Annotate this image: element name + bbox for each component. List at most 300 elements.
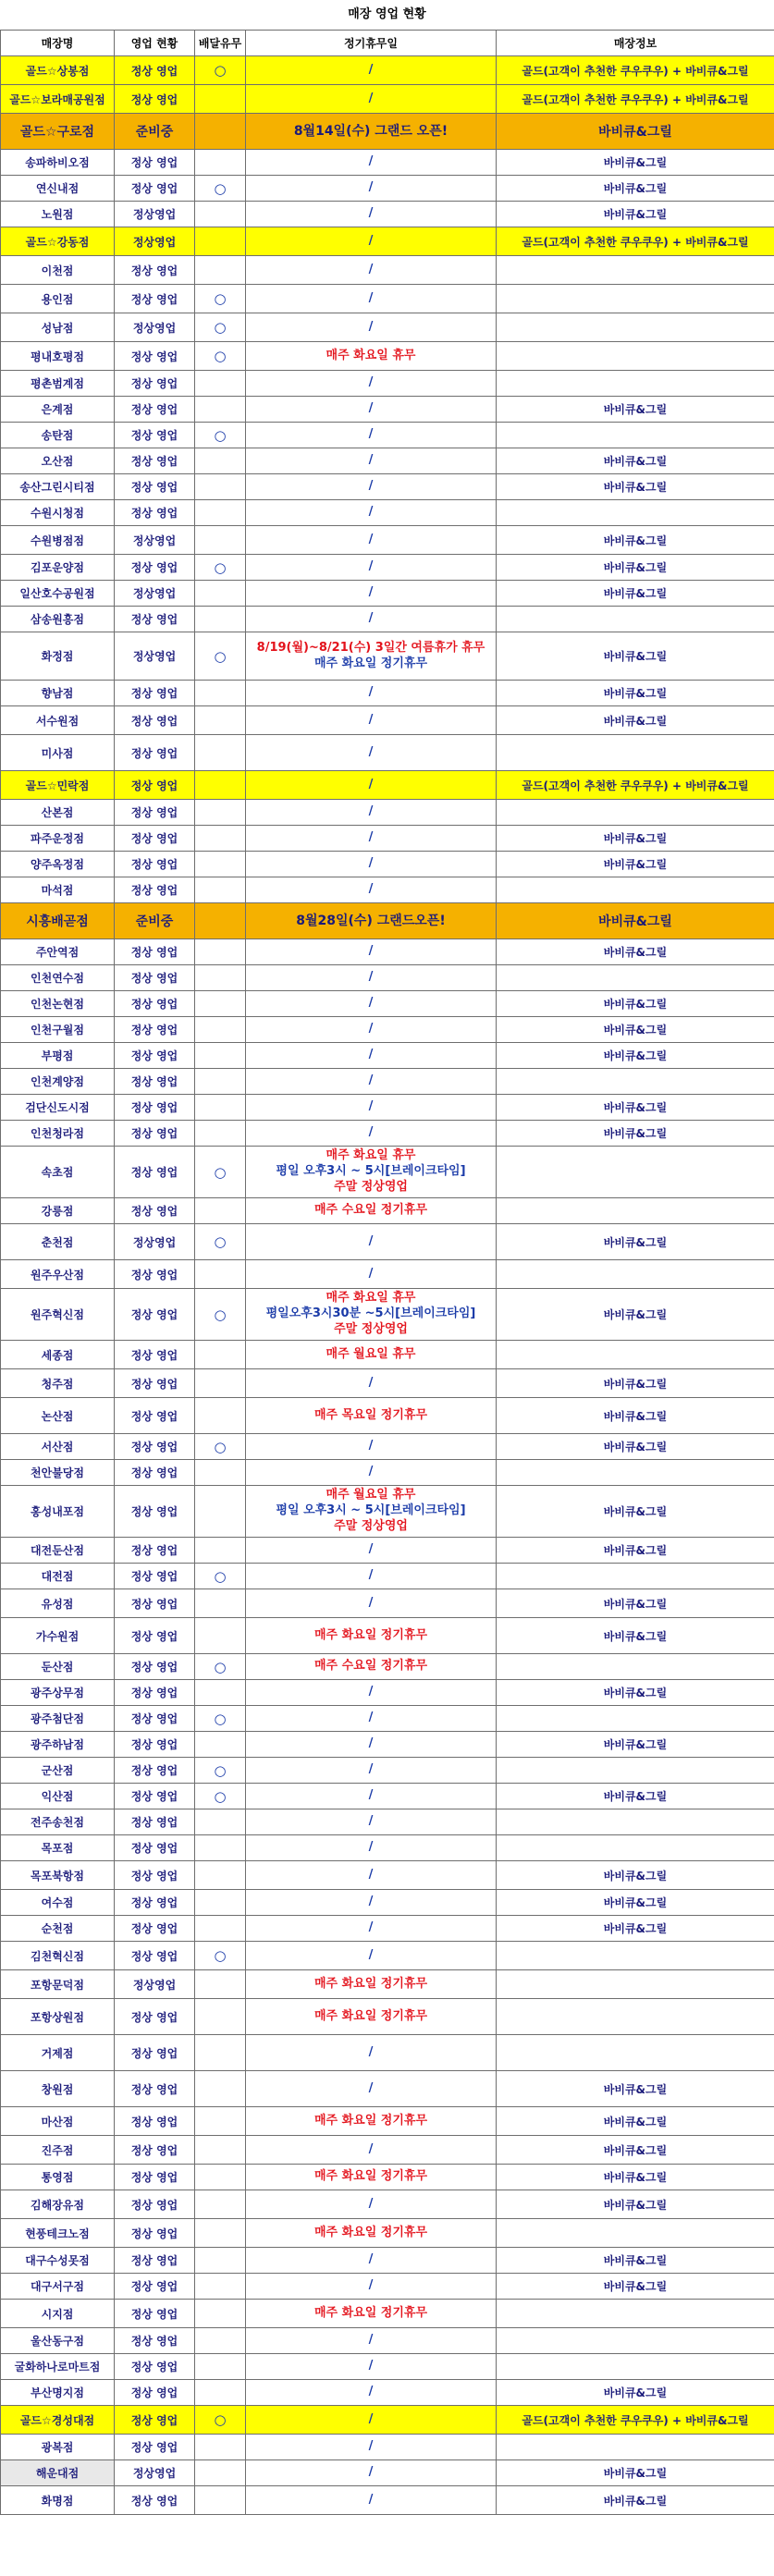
store-info-cell (497, 500, 774, 526)
table-row (1, 1732, 774, 1758)
table-row (1, 2248, 774, 2274)
store-name-cell: 광주첨단점 (1, 1706, 115, 1732)
business-status-cell: 정상 영업 (115, 1758, 195, 1784)
holiday-cell (246, 1121, 497, 1147)
holiday-cell (246, 202, 497, 227)
holiday-line: 매주 화요일 정기휴무 (313, 2113, 428, 2128)
store-name-cell: 순천점 (1, 1916, 115, 1942)
business-status-cell: 정상 영업 (115, 1564, 195, 1589)
holiday-line: / (368, 1947, 374, 1962)
table-row (1, 56, 774, 85)
business-status-cell: 정상 영업 (115, 371, 195, 397)
store-info-cell (497, 313, 774, 342)
store-name-cell: 골드☆보라매공원점 (1, 85, 115, 114)
store-info-cell (497, 2035, 774, 2071)
business-status-cell: 정상 영업 (115, 1809, 195, 1835)
table-row (1, 202, 774, 227)
store-name-cell: 전주송천점 (1, 1809, 115, 1835)
table-row (1, 342, 774, 371)
store-name-cell: 송탄점 (1, 423, 115, 448)
delivery-mark-cell (195, 2248, 246, 2274)
delivery-mark-cell (195, 2460, 246, 2486)
holiday-cell (246, 1680, 497, 1706)
holiday-cell (246, 877, 497, 903)
holiday-line: / (368, 1125, 374, 1140)
table-header-row (1, 31, 774, 56)
store-name-cell: 골드☆경성대점 (1, 2406, 115, 2435)
store-info-cell (497, 1341, 774, 1369)
holiday-line: / (368, 1568, 374, 1583)
business-status-cell: 정상 영업 (115, 1017, 195, 1043)
store-info-cell (497, 877, 774, 903)
store-name-cell: 굴화하나로마트점 (1, 2354, 115, 2380)
store-info-cell: 바비큐&그릴 (497, 1434, 774, 1460)
store-info-cell: 바비큐&그릴 (497, 2136, 774, 2165)
table-row (1, 607, 774, 632)
table-row (1, 1890, 774, 1916)
holiday-line: / (368, 206, 374, 221)
business-status-cell: 정상 영업 (115, 1147, 195, 1198)
store-info-cell: 바비큐&그릴 (497, 2486, 774, 2515)
table-row (1, 1460, 774, 1486)
holiday-line: / (368, 1711, 374, 1725)
page-title: 매장 영업 현황 (348, 7, 426, 21)
table-row (1, 2406, 774, 2435)
holiday-line: 매주 화요일 정기휴무 (313, 2225, 428, 2239)
table-row (1, 991, 774, 1017)
holiday-cell (246, 2460, 497, 2486)
holiday-cell (246, 1289, 497, 1341)
business-status-cell: 정상 영업 (115, 1460, 195, 1486)
table-row (1, 176, 774, 202)
store-info-cell (497, 1758, 774, 1784)
store-info-cell (497, 1706, 774, 1732)
store-info-cell: 바비큐&그릴 (497, 1095, 774, 1121)
holiday-line: 평일 오후3시 ~ 5시[브레이크타임] (276, 1503, 466, 1518)
delivery-mark-cell (195, 114, 246, 150)
delivery-mark-cell (195, 1890, 246, 1916)
delivery-mark-cell (195, 227, 246, 256)
holiday-cell (246, 2300, 497, 2328)
store-name-cell: 송산그린시티점 (1, 474, 115, 500)
holiday-cell (246, 1538, 497, 1564)
holiday-cell (246, 526, 497, 555)
holiday-line: / (368, 1895, 374, 1909)
holiday-line: / (368, 154, 374, 169)
delivery-mark-cell (195, 965, 246, 991)
table-row (1, 1341, 774, 1369)
store-info-cell: 바비큐&그릴 (497, 202, 774, 227)
holiday-line: / (368, 2196, 374, 2211)
store-info-cell (497, 423, 774, 448)
store-info-cell: 바비큐&그릴 (497, 991, 774, 1017)
table-row (1, 1784, 774, 1809)
holiday-line: 매주 화요일 정기휴무 (313, 2305, 428, 2320)
business-status-cell: 정상 영업 (115, 2136, 195, 2165)
delivery-mark-cell (195, 2219, 246, 2248)
table-row (1, 771, 774, 800)
delivery-mark-cell: ○ (195, 1784, 246, 1809)
business-status-cell: 정상 영업 (115, 852, 195, 877)
holiday-cell (246, 2219, 497, 2248)
header-regular-holiday: 정기휴무일 (246, 31, 497, 56)
business-status-cell: 정상 영업 (115, 2486, 195, 2515)
store-name-cell: 강릉점 (1, 1198, 115, 1224)
table-row (1, 2486, 774, 2515)
holiday-cell (246, 1618, 497, 1654)
holiday-line: / (368, 685, 374, 700)
holiday-line: / (368, 1375, 374, 1390)
store-name-cell: 대구서구점 (1, 2274, 115, 2300)
table-row (1, 877, 774, 903)
delivery-mark-cell (195, 2136, 246, 2165)
business-status-cell: 정상 영업 (115, 2300, 195, 2328)
store-name-cell: 인천논현점 (1, 991, 115, 1017)
table-row (1, 1706, 774, 1732)
holiday-cell (246, 176, 497, 202)
holiday-cell (246, 632, 497, 681)
store-name-cell: 부산명지점 (1, 2380, 115, 2406)
business-status-cell: 정상 영업 (115, 735, 195, 771)
header-delivery: 배달유무 (195, 31, 246, 56)
business-status-cell: 정상 영업 (115, 150, 195, 176)
store-name-cell: 광주하남점 (1, 1732, 115, 1758)
delivery-mark-cell: ○ (195, 555, 246, 581)
table-row (1, 1289, 774, 1341)
store-info-cell: 바비큐&그릴 (497, 555, 774, 581)
holiday-cell (246, 1198, 497, 1224)
holiday-line: / (368, 996, 374, 1011)
business-status-cell: 정상 영업 (115, 2248, 195, 2274)
table-row (1, 2328, 774, 2354)
store-info-cell: 바비큐&그릴 (497, 1890, 774, 1916)
table-row (1, 1618, 774, 1654)
store-name-cell: 익산점 (1, 1784, 115, 1809)
table-row (1, 2274, 774, 2300)
holiday-line: 매주 화요일 정기휴무 (313, 1976, 428, 1991)
table-row (1, 1835, 774, 1861)
business-status-cell: 정상 영업 (115, 1861, 195, 1890)
holiday-line: / (368, 1788, 374, 1803)
holiday-line: 평일오후3시30분 ~5시[브레이크타임] (265, 1306, 476, 1321)
delivery-mark-cell (195, 991, 246, 1017)
store-name-cell: 광복점 (1, 2435, 115, 2460)
delivery-mark-cell (195, 1486, 246, 1538)
holiday-cell (246, 1970, 497, 1999)
delivery-mark-cell (195, 877, 246, 903)
business-status-cell: 정상 영업 (115, 2406, 195, 2435)
store-name-cell: 은계점 (1, 397, 115, 423)
holiday-cell (246, 1486, 497, 1538)
delivery-mark-cell (195, 1589, 246, 1618)
business-status-cell: 정상 영업 (115, 2328, 195, 2354)
store-info-cell: 바비큐&그릴 (497, 150, 774, 176)
holiday-line: / (368, 804, 374, 819)
delivery-mark-cell (195, 2354, 246, 2380)
store-name-cell: 세종점 (1, 1341, 115, 1369)
store-name-cell: 울산동구점 (1, 2328, 115, 2354)
holiday-line: 평일 오후3시 ~ 5시[브레이크타임] (276, 1164, 466, 1179)
store-info-cell: 골드(고객이 추천한 쿠우쿠우) + 바비큐&그릴 (497, 56, 774, 85)
table-row (1, 1916, 774, 1942)
table-row (1, 1095, 774, 1121)
store-name-cell: 목포북항점 (1, 1861, 115, 1890)
holiday-line: / (368, 62, 374, 77)
delivery-mark-cell: ○ (195, 1289, 246, 1341)
store-info-cell: 바비큐&그릴 (497, 1538, 774, 1564)
holiday-cell (246, 448, 497, 474)
store-info-cell (497, 800, 774, 826)
holiday-line: / (368, 233, 374, 248)
table-row (1, 1198, 774, 1224)
delivery-mark-cell (195, 1809, 246, 1835)
delivery-mark-cell (195, 2035, 246, 2071)
holiday-line: / (368, 1465, 374, 1479)
store-info-cell: 바비큐&그릴 (497, 2190, 774, 2219)
delivery-mark-cell: ○ (195, 1434, 246, 1460)
table-row (1, 1017, 774, 1043)
holiday-cell (246, 1732, 497, 1758)
delivery-mark-cell (195, 1680, 246, 1706)
business-status-cell: 정상 영업 (115, 397, 195, 423)
holiday-cell (246, 800, 497, 826)
store-info-cell: 바비큐&그릴 (497, 1017, 774, 1043)
holiday-line: 매주 수요일 정기휴무 (313, 1659, 428, 1674)
store-info-cell (497, 1147, 774, 1198)
table-row (1, 1121, 774, 1147)
delivery-mark-cell (195, 771, 246, 800)
holiday-cell (246, 423, 497, 448)
holiday-line: / (368, 290, 374, 305)
holiday-cell (246, 2248, 497, 2274)
holiday-cell (246, 56, 497, 85)
delivery-mark-cell (195, 826, 246, 852)
holiday-line: / (368, 1266, 374, 1281)
store-name-cell: 김천혁신점 (1, 1942, 115, 1970)
holiday-cell (246, 1916, 497, 1942)
store-name-cell: 서산점 (1, 1434, 115, 1460)
store-name-cell: 통영점 (1, 2165, 115, 2190)
store-info-cell: 바비큐&그릴 (497, 1916, 774, 1942)
store-name-cell: 평촌범계점 (1, 371, 115, 397)
holiday-cell (246, 1861, 497, 1890)
table-row (1, 1043, 774, 1069)
store-info-cell (497, 285, 774, 313)
header-store-name: 매장명 (1, 31, 115, 56)
delivery-mark-cell (195, 397, 246, 423)
holiday-line: / (368, 401, 374, 416)
delivery-mark-cell (195, 1398, 246, 1434)
business-status-cell: 정상 영업 (115, 681, 195, 706)
holiday-cell (246, 1043, 497, 1069)
delivery-mark-cell (195, 2486, 246, 2515)
delivery-mark-cell (195, 1095, 246, 1121)
holiday-line: 매주 화요일 정기휴무 (313, 1627, 428, 1642)
delivery-mark-cell: ○ (195, 2406, 246, 2435)
business-status-cell: 정상 영업 (115, 1732, 195, 1758)
holiday-cell (246, 227, 497, 256)
table-row (1, 1369, 774, 1398)
store-name-cell: 군산점 (1, 1758, 115, 1784)
store-info-cell: 골드(고객이 추천한 쿠우쿠우) + 바비큐&그릴 (497, 771, 774, 800)
table-row (1, 313, 774, 342)
delivery-mark-cell: ○ (195, 1564, 246, 1589)
store-info-cell: 바비큐&그릴 (497, 1618, 774, 1654)
store-info-cell: 바비큐&그릴 (497, 706, 774, 735)
holiday-cell (246, 2071, 497, 2107)
delivery-mark-cell (195, 735, 246, 771)
holiday-cell (246, 1890, 497, 1916)
store-info-cell (497, 342, 774, 371)
holiday-cell (246, 681, 497, 706)
business-status-cell: 정상 영업 (115, 1890, 195, 1916)
delivery-mark-cell (195, 474, 246, 500)
delivery-mark-cell (195, 1341, 246, 1369)
holiday-line: / (368, 1542, 374, 1557)
store-info-cell: 바비큐&그릴 (497, 1289, 774, 1341)
business-status-cell: 정상 영업 (115, 991, 195, 1017)
holiday-cell (246, 285, 497, 313)
table-row (1, 227, 774, 256)
store-name-cell: 골드☆구로점 (1, 114, 115, 150)
table-row (1, 800, 774, 826)
table-row (1, 371, 774, 397)
store-name-cell: 해운대점 (1, 2460, 115, 2486)
holiday-cell (246, 2190, 497, 2219)
holiday-line: / (368, 532, 374, 546)
store-name-cell: 평내호평점 (1, 342, 115, 371)
holiday-line: / (368, 479, 374, 494)
delivery-mark-cell: ○ (195, 1942, 246, 1970)
business-status-cell: 정상 영업 (115, 706, 195, 735)
holiday-line: / (368, 2278, 374, 2293)
holiday-line: / (368, 856, 374, 871)
holiday-line: / (368, 611, 374, 626)
table-row (1, 474, 774, 500)
holiday-line: 매주 월요일 휴무 (326, 1488, 416, 1503)
table-row (1, 1434, 774, 1460)
store-info-cell: 바비큐&그릴 (497, 1224, 774, 1260)
holiday-line: 매주 목요일 정기휴무 (313, 1407, 428, 1422)
business-status-cell: 정상 영업 (115, 1618, 195, 1654)
table-row (1, 1999, 774, 2035)
holiday-line: 매주 화요일 정기휴무 (313, 656, 428, 670)
business-status-cell: 정상 영업 (115, 176, 195, 202)
delivery-mark-cell (195, 1970, 246, 1999)
store-name-cell: 창원점 (1, 2071, 115, 2107)
business-status-cell: 정상영업 (115, 313, 195, 342)
holiday-cell (246, 1095, 497, 1121)
store-info-cell (497, 2354, 774, 2380)
business-status-cell: 정상 영업 (115, 256, 195, 285)
business-status-cell: 정상 영업 (115, 1835, 195, 1861)
business-status-cell: 정상 영업 (115, 1916, 195, 1942)
business-status-cell: 정상 영업 (115, 800, 195, 826)
business-status-cell: 정상 영업 (115, 1069, 195, 1095)
table-row (1, 2035, 774, 2071)
holiday-cell (246, 2435, 497, 2460)
store-info-cell: 바비큐&그릴 (497, 852, 774, 877)
holiday-cell (246, 1589, 497, 1618)
delivery-mark-cell (195, 371, 246, 397)
table-row (1, 1147, 774, 1198)
delivery-mark-cell (195, 1198, 246, 1224)
store-name-cell: 수원시청점 (1, 500, 115, 526)
store-info-cell: 바비큐&그릴 (497, 397, 774, 423)
holiday-line: / (368, 505, 374, 520)
holiday-cell (246, 474, 497, 500)
store-name-cell: 골드☆상봉점 (1, 56, 115, 85)
table-row (1, 285, 774, 313)
delivery-mark-cell: ○ (195, 423, 246, 448)
holiday-line: / (368, 2044, 374, 2059)
business-status-cell: 정상영업 (115, 1224, 195, 1260)
business-status-cell: 준비중 (115, 114, 195, 150)
business-status-cell: 정상 영업 (115, 2165, 195, 2190)
holiday-line: / (368, 1048, 374, 1062)
holiday-cell (246, 2165, 497, 2190)
store-info-cell (497, 1970, 774, 1999)
holiday-cell (246, 1341, 497, 1369)
store-name-cell: 포항문덕점 (1, 1970, 115, 1999)
store-name-cell: 연신내점 (1, 176, 115, 202)
store-name-cell: 천안불당점 (1, 1460, 115, 1486)
store-name-cell: 화명점 (1, 2486, 115, 2515)
holiday-cell (246, 1706, 497, 1732)
business-status-cell: 정상 영업 (115, 2071, 195, 2107)
holiday-cell (246, 735, 497, 771)
holiday-cell (246, 965, 497, 991)
table-row (1, 397, 774, 423)
store-status-table (0, 30, 774, 2515)
holiday-line: / (368, 1439, 374, 1454)
business-status-cell: 정상 영업 (115, 1654, 195, 1680)
delivery-mark-cell (195, 681, 246, 706)
holiday-cell (246, 852, 497, 877)
holiday-line: / (368, 1920, 374, 1935)
holiday-cell (246, 2354, 497, 2380)
table-row (1, 2354, 774, 2380)
holiday-cell (246, 150, 497, 176)
store-name-cell: 성남점 (1, 313, 115, 342)
holiday-line: / (368, 1595, 374, 1610)
delivery-mark-cell (195, 1999, 246, 2035)
delivery-mark-cell (195, 1017, 246, 1043)
holiday-line: / (368, 712, 374, 727)
holiday-line: 매주 화요일 정기휴무 (313, 2169, 428, 2184)
business-status-cell: 정상 영업 (115, 555, 195, 581)
holiday-cell (246, 607, 497, 632)
business-status-cell: 정상 영업 (115, 939, 195, 965)
store-name-cell: 대전점 (1, 1564, 115, 1589)
holiday-line: / (368, 1073, 374, 1088)
business-status-cell: 정상 영업 (115, 1942, 195, 1970)
holiday-line: / (368, 375, 374, 390)
store-name-cell: 원주혁신점 (1, 1289, 115, 1341)
holiday-cell (246, 1460, 497, 1486)
business-status-cell: 정상 영업 (115, 2219, 195, 2248)
business-status-cell: 정상 영업 (115, 1538, 195, 1564)
business-status-cell: 정상 영업 (115, 2354, 195, 2380)
delivery-mark-cell: ○ (195, 1706, 246, 1732)
holiday-cell (246, 939, 497, 965)
store-name-cell: 골드☆민락점 (1, 771, 115, 800)
holiday-line: 주말 정상영업 (334, 1321, 408, 1336)
holiday-cell (246, 2107, 497, 2136)
table-row (1, 2300, 774, 2328)
store-info-cell (497, 1654, 774, 1680)
holiday-cell (246, 1654, 497, 1680)
